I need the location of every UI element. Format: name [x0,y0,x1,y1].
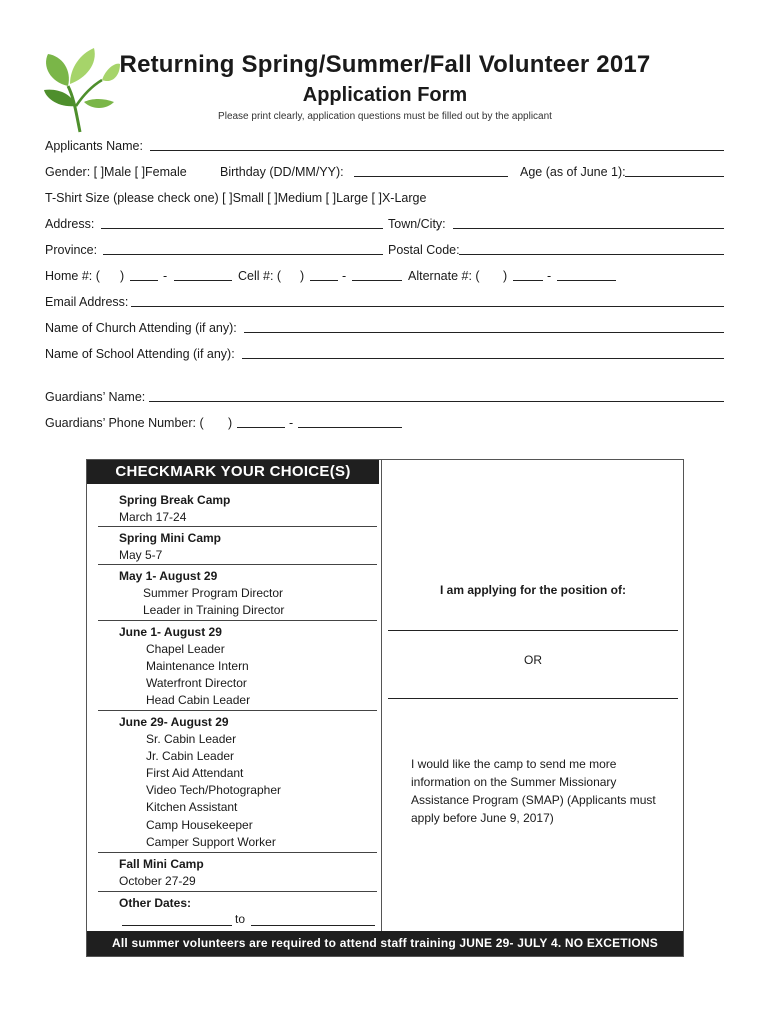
choice-sub: Sr. Cabin Leader [146,732,237,746]
alternate-phone-label: Alternate #: ( [408,269,480,283]
other-dates-to-field[interactable] [251,925,375,926]
age-field[interactable] [625,176,724,177]
home-phone-number-field[interactable] [174,280,232,281]
address-label: Address: [45,217,95,231]
cell-phone-label: Cell #: ( [238,269,282,283]
guardian-name-label: Guardians’ Name: [45,390,146,404]
gender-label[interactable]: Gender: [ ]Male [ ]Female [45,165,187,179]
choice-sub: Head Cabin Leader [146,693,251,707]
school-label: Name of School Attending (if any): [45,347,235,361]
address-field[interactable] [101,228,383,229]
choice-separator [98,710,377,711]
age-label: Age (as of June 1): [520,165,626,179]
choice-sub: Video Tech/Photographer [146,783,281,797]
church-field[interactable] [244,332,724,333]
choice-sub: March 17-24 [119,510,187,524]
guardian-phone-area-field[interactable] [237,427,285,428]
choice-separator [98,564,377,565]
province-label: Province: [45,243,98,257]
guardian-phone-label: Guardians’ Phone Number: ( [45,416,204,430]
choice-sub: Camp Housekeeper [146,818,253,832]
guardian-phone-dash: - [289,416,294,430]
or-label: OR [524,653,542,667]
choice-sub: Maintenance Intern [146,659,249,673]
smap-text-line: information on the Summer Missionary [411,775,617,789]
choice-separator [98,891,377,892]
choice-sub: Chapel Leader [146,642,225,656]
cell-phone-paren: ) [300,269,305,283]
form-title: Returning Spring/Summer/Fall Volunteer 2017 [119,51,651,78]
choice-title: May 1- August 29 [119,569,218,583]
form-instructions: Please print clearly, application questions must be filled out by the applicant [218,111,552,122]
home-phone-dash: - [163,269,168,283]
alternate-phone-number-field[interactable] [557,280,616,281]
church-label: Name of Church Attending (if any): [45,321,237,335]
choice-title: Fall Mini Camp [119,857,204,871]
cell-phone-number-field[interactable] [352,280,402,281]
home-phone-paren: ) [120,269,125,283]
choice-sub: Waterfront Director [146,676,247,690]
alternate-phone-paren: ) [503,269,508,283]
other-dates-to-label: to [235,912,246,926]
smap-text-line: I would like the camp to send me more [411,757,617,771]
choice-title: June 1- August 29 [119,625,222,639]
applicant-name-label: Applicants Name: [45,139,143,153]
postal-code-field[interactable] [459,254,724,255]
choice-box-divider [381,459,382,931]
position-field-1[interactable] [388,630,678,631]
choice-sub: Summer Program Director [143,586,284,600]
choice-title: June 29- August 29 [119,715,229,729]
choice-sub: First Aid Attendant [146,766,244,780]
postal-code-label: Postal Code: [388,243,460,257]
cell-phone-dash: - [342,269,347,283]
choice-separator [98,526,377,527]
choice-title: Spring Break Camp [119,493,231,507]
birthday-field[interactable] [354,176,508,177]
choice-sub: Camper Support Worker [146,835,276,849]
training-notice: All summer volunteers are required to attend staff training JUNE 29- JULY 4. NO EXCETIONS [87,931,683,956]
applying-for-label: I am applying for the position of: [440,583,626,597]
choice-sub: October 27-29 [119,874,196,888]
smap-text-line: apply before June 9, 2017) [411,811,554,825]
home-phone-area-field[interactable] [130,280,158,281]
choices-header: CHECKMARK YOUR CHOICE(S) [87,460,379,484]
choice-separator [98,852,377,853]
choice-sub: Jr. Cabin Leader [146,749,235,763]
smap-text-line: Assistance Program (SMAP) (Applicants must [411,793,656,807]
email-field[interactable] [131,306,724,307]
form-subtitle: Application Form [302,84,468,106]
choice-title: Other Dates: [119,896,192,910]
position-field-2[interactable] [388,698,678,699]
tshirt-size-options[interactable]: T-Shirt Size (please check one) [ ]Small [ ]Medium [ ]Large [ ]X-Large [45,191,427,205]
choice-sub: May 5-7 [119,548,163,562]
choice-sub: Kitchen Assistant [146,800,238,814]
alternate-phone-dash: - [547,269,552,283]
birthday-label: Birthday (DD/MM/YY): [220,165,344,179]
choice-sub: Leader in Training Director [143,603,285,617]
cell-phone-area-field[interactable] [310,280,338,281]
alternate-phone-area-field[interactable] [513,280,543,281]
town-city-field[interactable] [453,228,724,229]
guardian-phone-number-field[interactable] [298,427,402,428]
home-phone-label: Home #: ( [45,269,100,283]
choice-title: Spring Mini Camp [119,531,221,545]
guardian-name-field[interactable] [149,401,724,402]
choice-separator [98,620,377,621]
province-field[interactable] [103,254,383,255]
applicant-name-field[interactable] [150,150,724,151]
school-field[interactable] [242,358,724,359]
email-label: Email Address: [45,295,129,309]
other-dates-from-field[interactable] [122,925,232,926]
guardian-phone-paren: ) [228,416,233,430]
town-city-label: Town/City: [388,217,446,231]
